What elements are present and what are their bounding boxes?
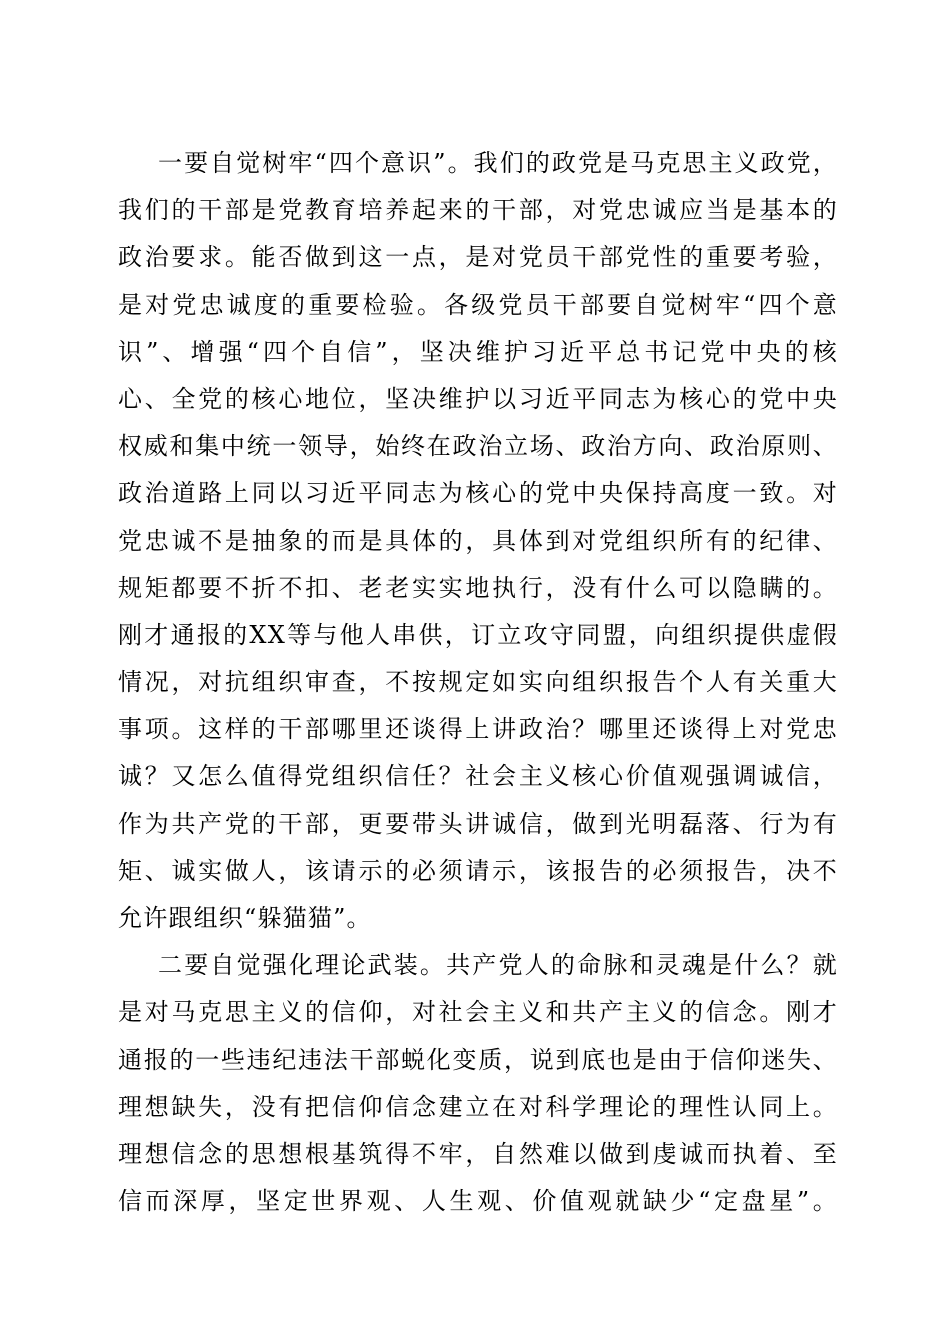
paragraph-1-line-3: 政治要求。能否做到这一点，是对党员干部党性的重要考验， — [118, 243, 838, 272]
paragraph-1-line-6: 心、全党的核心地位，坚决维护以习近平同志为核心的党中央 — [118, 384, 838, 413]
paragraph-2-line-6: 信而深厚，坚定世界观、人生观、价值观就缺少“定盘星”。 — [118, 1187, 838, 1216]
paragraph-2-line-4: 理想缺失，没有把信仰信念建立在对科学理论的理性认同上。 — [118, 1092, 838, 1121]
paragraph-1-line-12: 情况，对抗组织审查，不按规定如实向组织报告个人有关重大 — [118, 668, 838, 697]
paragraph-1-line-14: 诚？又怎么值得党组织信任？社会主义核心价值观强调诚信， — [118, 762, 838, 791]
paragraph-1-line-16: 矩、诚实做人，该请示的必须请示，该报告的必须报告，决不 — [118, 856, 838, 885]
paragraph-1-line-1: 一要自觉树牢“四个意识”。我们的政党是马克思主义政党， — [158, 149, 838, 177]
paragraph-2-line-1: 二要自觉强化理论武装。共产党人的命脉和灵魂是什么？就 — [158, 951, 838, 980]
paragraph-1-line-9: 党忠诚不是抽象的而是具体的，具体到对党组织所有的纪律、 — [118, 526, 838, 555]
paragraph-2-line-3: 通报的一些违纪违法干部蜕化变质，说到底也是由于信仰迷失、 — [118, 1045, 838, 1074]
paragraph-1-line-10: 规矩都要不折不扣、老老实实地执行，没有什么可以隐瞒的。 — [118, 573, 838, 602]
paragraph-1-line-5: 识”、增强“四个自信”，坚决维护习近平总书记党中央的核 — [118, 337, 838, 366]
paragraph-1-line-2: 我们的干部是党教育培养起来的干部，对党忠诚应当是基本的 — [118, 196, 838, 225]
paragraph-2-line-2: 是对马克思主义的信仰，对社会主义和共产主义的信念。刚才 — [118, 998, 838, 1027]
paragraph-1-line-15: 作为共产党的干部，更要带头讲诚信，做到光明磊落、行为有 — [118, 809, 838, 838]
paragraph-1-line-11: 刚才通报的XX等与他人串供，订立攻守同盟，向组织提供虚假 — [118, 620, 838, 649]
paragraph-1-line-4: 是对党忠诚度的重要检验。各级党员干部要自觉树牢“四个意 — [118, 290, 838, 319]
paragraph-1-line-13: 事项。这样的干部哪里还谈得上讲政治？哪里还谈得上对党忠 — [118, 715, 838, 744]
paragraph-1-line-17: 允许跟组织“躲猫猫”。 — [118, 904, 372, 932]
paragraph-1-line-7: 权威和集中统一领导，始终在政治立场、政治方向、政治原则、 — [118, 432, 838, 461]
paragraph-1-line-8: 政治道路上同以习近平同志为核心的党中央保持高度一致。对 — [118, 479, 838, 508]
body-text — [118, 140, 838, 1225]
paragraph-2-line-5: 理想信念的思想根基筑得不牢，自然难以做到虔诚而执着、至 — [118, 1139, 838, 1168]
